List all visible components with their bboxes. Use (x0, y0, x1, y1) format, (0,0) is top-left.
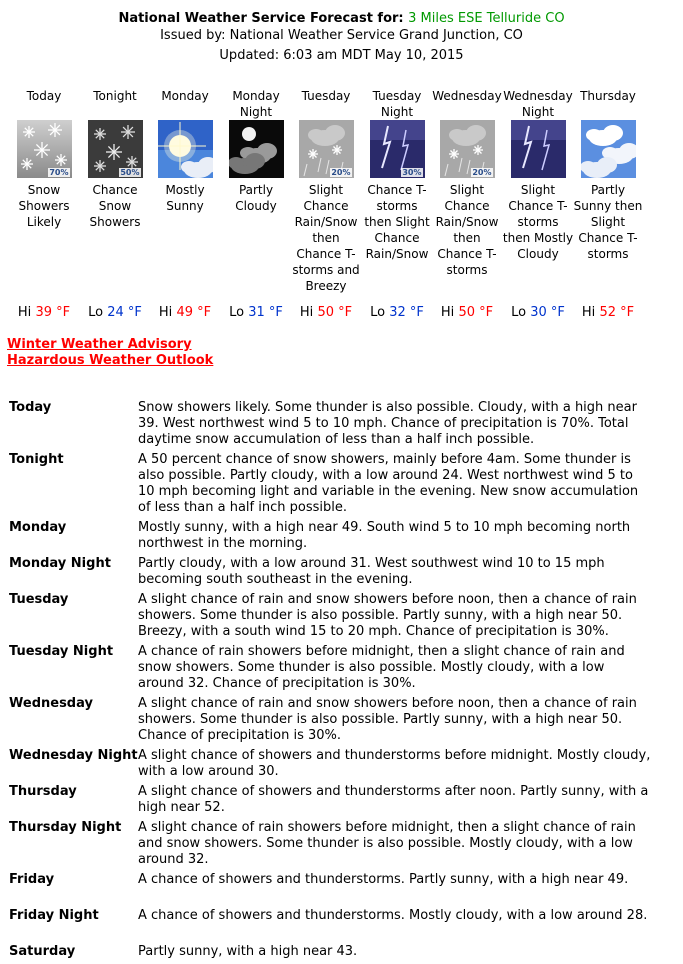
period-name: Tuesday Night (372, 89, 422, 119)
detailed-period-text: A slight chance of rain and snow showers before noon, then a chance of rain showers. Some thunder is also possible. Partly sunny, with a high near 50. Breezy, with a south wind 15 to 20 mph. Chance of precipitation is 30%. (138, 592, 637, 639)
detailed-period-name: Monday Night (9, 556, 111, 571)
forecast-period (431, 88, 503, 306)
temperature (220, 305, 292, 320)
forecast-title (0, 11, 683, 26)
detailed-period-name: Today (9, 400, 52, 415)
detailed-period-text: A chance of rain showers before midnight, then a slight chance of rain and snow showers. Some thunder is also possible. Mostly cloudy, with a low around 32. Chance of precipitation is 30%. (138, 644, 625, 691)
forecast-period (290, 88, 362, 306)
short-forecast: Slight Chance Rain/Snow then Chance T-storms (435, 183, 499, 277)
temp-label: Hi (581, 305, 596, 320)
temperature (502, 305, 574, 320)
short-forecast: Partly Sunny then Slight Chance T-storms (573, 183, 643, 261)
detailed-period-name: Tuesday Night (9, 644, 114, 659)
period-name: Today (26, 89, 62, 103)
updated-time: Updated: 6:03 am MDT May 10, 2015 (219, 48, 464, 63)
detailed-period-text: A slight chance of rain and snow showers before noon, then a chance of rain showers. Some thunder is also possible. Partly sunny, with a high near 50. Chance of precipitation is 30%. (138, 696, 637, 743)
temp-label: Hi (440, 305, 455, 320)
detailed-period-name: Saturday (9, 944, 76, 959)
short-forecast: Slight Chance Rain/Snow then Chance T-storms and Breezy (292, 183, 360, 293)
location-name[interactable]: 3 Miles ESE Telluride CO (408, 11, 565, 26)
period-name: Wednesday (432, 89, 502, 103)
alert-link-winter-weather-advisory[interactable]: Winter Weather Advisory (7, 337, 192, 352)
title-prefix: National Weather Service Forecast for: (118, 11, 404, 26)
detailed-period-text: Partly cloudy, with a low around 31. West southwest wind 10 to 15 mph becoming south southeast in the evening. (138, 556, 605, 587)
forecast-period (502, 88, 574, 306)
forecast-period (220, 88, 292, 306)
short-forecast: Chance T-storms then Slight Chance Rain/Snow (364, 183, 430, 261)
temp-value: 32 °F (389, 305, 424, 320)
rain-snow-icon[interactable] (299, 120, 354, 178)
period-name: Monday Night (232, 89, 280, 119)
forecast-period (79, 88, 151, 306)
temperature (572, 305, 644, 320)
partly-sunny-icon[interactable] (581, 120, 636, 178)
detailed-period-name: Friday (9, 872, 55, 887)
temp-label: Lo (229, 305, 245, 320)
temp-label: Lo (370, 305, 386, 320)
period-name: Thursday (580, 89, 636, 103)
short-forecast: Mostly Sunny (165, 183, 205, 213)
forecast-period (149, 88, 221, 306)
detailed-period-name: Tonight (9, 452, 64, 467)
temperature (79, 305, 151, 320)
issued-by: Issued by: National Weather Service Grand Junction, CO (160, 28, 523, 43)
forecast-period (361, 88, 433, 306)
detailed-period-text: A slight chance of showers and thunderstorms after noon. Partly sunny, with a high near 52. (138, 784, 649, 815)
sunny-icon[interactable] (158, 120, 213, 178)
precip-chance: 30% (402, 168, 422, 177)
detailed-period-text: A chance of showers and thunderstorms. Partly sunny, with a high near 49. (138, 872, 629, 887)
short-forecast: Slight Chance T-storms then Mostly Cloudy (502, 183, 574, 261)
temp-value: 39 °F (35, 305, 71, 320)
temp-value: 31 °F (248, 305, 283, 320)
short-forecast: Partly Cloudy (235, 183, 277, 213)
temperature (149, 305, 221, 320)
detailed-period-text: Partly sunny, with a high near 43. (138, 944, 358, 959)
tstorm-icon[interactable] (370, 120, 425, 178)
detailed-period-name: Tuesday (9, 592, 69, 607)
detailed-period-name: Wednesday Night (9, 748, 138, 763)
precip-chance: 50% (120, 168, 140, 177)
temperature (431, 305, 503, 320)
period-name: Monday (161, 89, 209, 103)
detailed-period-text: A chance of showers and thunderstorms. Mostly cloudy, with a low around 28. (138, 908, 648, 923)
detailed-period-text: A slight chance of showers and thunderstorms before midnight. Mostly cloudy, with a low around 30. (138, 748, 651, 779)
detailed-period-name: Thursday Night (9, 820, 122, 835)
temp-value: 50 °F (458, 305, 494, 320)
night-snow-icon[interactable] (88, 120, 143, 178)
detailed-period-name: Monday (9, 520, 67, 535)
temp-label: Hi (299, 305, 314, 320)
tstorm-icon[interactable] (511, 120, 566, 178)
temp-value: 30 °F (530, 305, 565, 320)
temp-label: Hi (158, 305, 173, 320)
temp-label: Lo (88, 305, 104, 320)
temperature (290, 305, 362, 320)
detailed-period-text: A slight chance of rain showers before midnight, then a slight chance of rain and snow showers. Some thunder is also possible. Mostly cloudy, with a low around 32. (138, 820, 636, 867)
temp-label: Lo (511, 305, 527, 320)
snow-icon[interactable] (17, 120, 72, 178)
short-forecast: Chance Snow Showers (89, 183, 141, 229)
night-cloudy-icon[interactable] (229, 120, 284, 178)
short-forecast: Snow Showers Likely (18, 183, 70, 229)
rain-snow-icon[interactable] (440, 120, 495, 178)
forecast-period (572, 88, 644, 306)
detailed-period-name: Friday Night (9, 908, 99, 923)
period-name: Tuesday (301, 89, 351, 103)
precip-chance: 70% (49, 168, 69, 177)
period-name: Wednesday Night (503, 89, 573, 119)
detailed-period-text: Mostly sunny, with a high near 49. South wind 5 to 10 mph becoming north northwest in the morning. (138, 520, 631, 551)
temperature (361, 305, 433, 320)
detailed-period-text: A 50 percent chance of snow showers, mainly before 4am. Some thunder is also possible. Partly cloudy, with a low around 24. West northwest wind 5 to 10 mph becoming light and variable in the evening. New snow accumulation of less than a half inch possible. (138, 452, 639, 515)
alert-link-hazardous-weather-outlook[interactable]: Hazardous Weather Outlook (7, 353, 214, 368)
forecast-period (8, 88, 80, 306)
temperature (8, 305, 80, 320)
temp-value: 49 °F (176, 305, 212, 320)
precip-chance: 20% (472, 168, 492, 177)
temp-value: 52 °F (599, 305, 635, 320)
detailed-period-text: Snow showers likely. Some thunder is also possible. Cloudy, with a high near 39. West northwest wind 5 to 10 mph. Chance of precipitation is 70%. Total daytime snow accumulation of less than a half inch possible. (138, 400, 637, 447)
period-name: Tonight (93, 89, 137, 103)
detailed-period-name: Thursday (9, 784, 77, 799)
detailed-period-name: Wednesday (9, 696, 93, 711)
temp-value: 50 °F (317, 305, 353, 320)
precip-chance: 20% (331, 168, 351, 177)
temp-value: 24 °F (107, 305, 142, 320)
temp-label: Hi (17, 305, 32, 320)
